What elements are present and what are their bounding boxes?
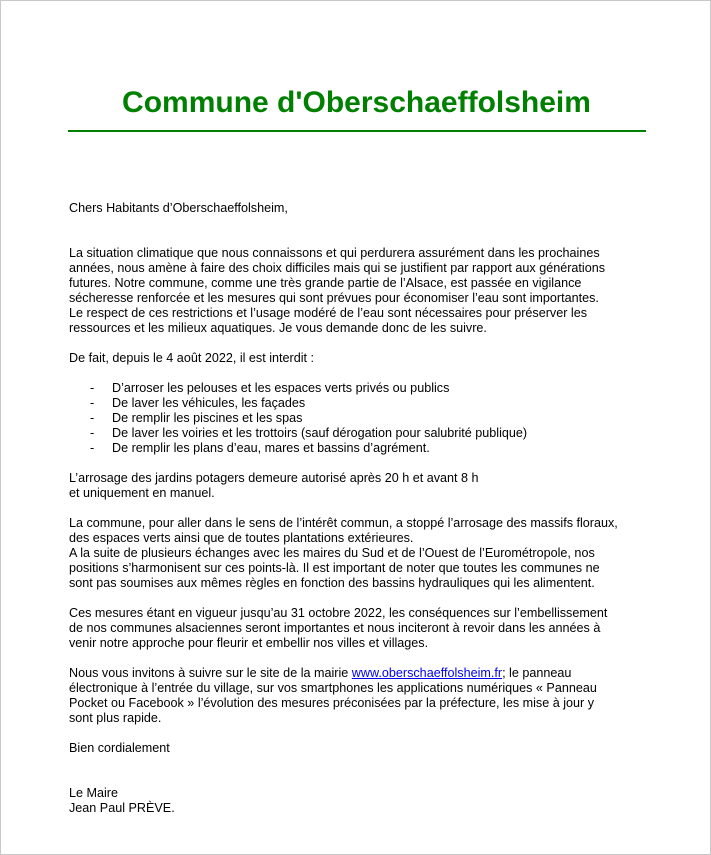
text-line: années, nous amène à faire des choix difficiles mais qui se justifient par rapport aux générations bbox=[69, 261, 606, 275]
text-line: A la suite de plusieurs échanges avec les maires du Sud et de l’Ouest de l’Eurométropole, nos bbox=[69, 546, 595, 560]
text-line: et uniquement en manuel. bbox=[69, 486, 215, 500]
signature-title: Le Maire bbox=[69, 786, 118, 800]
bullet-dash: - bbox=[90, 441, 95, 455]
text-line: L’arrosage des jardins potagers demeure autorisé après 20 h et avant 8 h bbox=[69, 471, 479, 485]
list-item-text: De remplir les piscines et les spas bbox=[112, 411, 303, 425]
text-line: La commune, pour aller dans le sens de l’intérêt commun, a stoppé l’arrosage des massifs floraux, bbox=[69, 516, 618, 530]
text-line: Ces mesures étant en vigueur jusqu’au 31 octobre 2022, les conséquences sur l’embellissement bbox=[69, 606, 608, 620]
text-segment: ; le panneau bbox=[502, 666, 572, 680]
paragraph-situation bbox=[69, 246, 649, 336]
list-intro: De fait, depuis le 4 août 2022, il est interdit : bbox=[69, 351, 315, 365]
mairie-website-link[interactable]: www.oberschaeffolsheim.fr bbox=[351, 666, 503, 680]
spacer bbox=[69, 726, 649, 741]
salutation: Chers Habitants d’Oberschaeffolsheim, bbox=[69, 201, 288, 215]
list-item-text: D’arroser les pelouses et les espaces verts privés ou publics bbox=[112, 381, 450, 395]
text-line: sont pas soumises aux mêmes règles en fonction des bassins hydrauliques qui les alimentent. bbox=[69, 576, 595, 590]
bullet-dash: - bbox=[90, 381, 95, 395]
text-line: futures. Notre commune, comme une très grande partie de l’Alsace, est passée en vigilance bbox=[69, 276, 582, 290]
spacer bbox=[69, 366, 649, 381]
text-line: positions s’harmonisent sur ces points-là. Il est important de noter que toutes les communes ne bbox=[69, 561, 600, 575]
spacer bbox=[69, 591, 649, 606]
page-title: Commune d'Oberschaeffolsheim bbox=[122, 86, 591, 119]
spacer bbox=[69, 501, 649, 516]
text-line: La situation climatique que nous connaissons et qui perdurera assurément dans les prochaines bbox=[69, 246, 600, 260]
spacer bbox=[69, 216, 649, 246]
bullet-dash: - bbox=[90, 411, 95, 425]
bullet-dash: - bbox=[90, 426, 95, 440]
text-segment: Nous vous invitons à suivre sur le site de la mairie bbox=[69, 666, 352, 680]
text-line: venir notre approche pour fleurir et embellir nos villes et villages. bbox=[69, 636, 429, 650]
spacer bbox=[69, 336, 649, 351]
text-line: ressources et les milieux aquatiques. Je vous demande donc de les suivre. bbox=[69, 321, 487, 335]
list-item-text: De laver les véhicules, les façades bbox=[112, 396, 306, 410]
spacer bbox=[69, 456, 649, 471]
text-line: des espaces verts ainsi que de toutes plantations extérieures. bbox=[69, 531, 414, 545]
title-divider bbox=[68, 130, 646, 132]
restrictions-list bbox=[69, 381, 649, 456]
text-line: Le respect de ces restrictions et l’usage modéré de l’eau sont nécessaires pour préserver les bbox=[69, 306, 588, 320]
text-line: sécheresse renforcée et les mesures qui sont prévues pour économiser l’eau sont importantes. bbox=[69, 291, 599, 305]
text-line bbox=[69, 666, 649, 681]
paragraph-duration bbox=[69, 606, 649, 651]
signature-name: Jean Paul PRÈVE. bbox=[69, 801, 175, 815]
list-item bbox=[69, 426, 649, 441]
closing: Bien cordialement bbox=[69, 741, 170, 755]
text-line: Pocket ou Facebook » l’évolution des mesures préconisées par la préfecture, les mise à jour y bbox=[69, 696, 595, 710]
paragraph-follow-up bbox=[69, 666, 649, 726]
list-item-text: De remplir les plans d’eau, mares et bassins d’agrément. bbox=[112, 441, 430, 455]
list-item bbox=[69, 411, 649, 426]
spacer bbox=[69, 651, 649, 666]
letter-body bbox=[69, 201, 649, 816]
list-item bbox=[69, 381, 649, 396]
list-item-text: De laver les voiries et les trottoirs (sauf dérogation pour salubrité publique) bbox=[112, 426, 528, 440]
list-item bbox=[69, 396, 649, 411]
text-line: électronique à l’entrée du village, sur vos smartphones les applications numériques « Panneau bbox=[69, 681, 597, 695]
bullet-dash: - bbox=[90, 396, 95, 410]
paragraph-commune bbox=[69, 516, 649, 591]
spacer bbox=[69, 756, 649, 786]
text-line: sont plus rapide. bbox=[69, 711, 162, 725]
list-item bbox=[69, 441, 649, 456]
paragraph-watering bbox=[69, 471, 649, 501]
text-line: de nos communes alsaciennes seront importantes et nous inciteront à revoir dans les années à bbox=[69, 621, 601, 635]
